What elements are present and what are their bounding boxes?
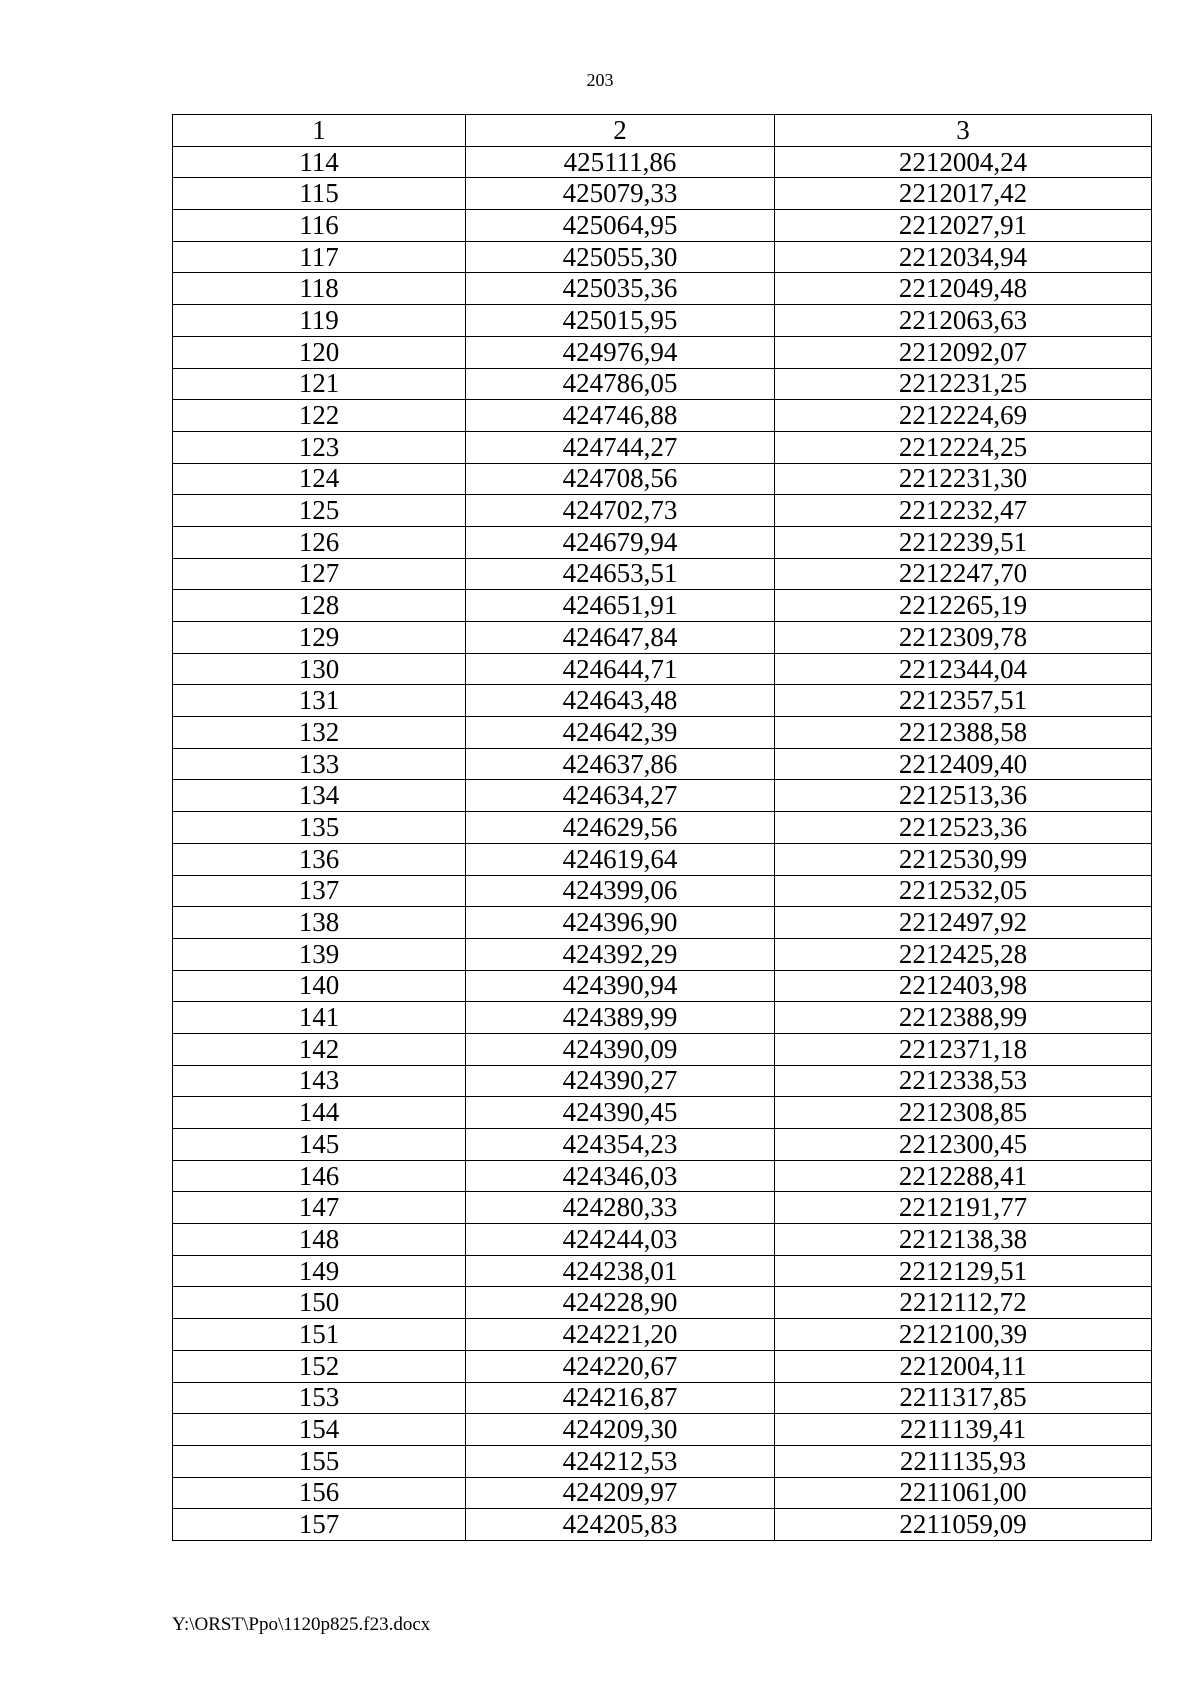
y-coordinate-cell: 2212112,72 bbox=[775, 1287, 1152, 1319]
point-number-cell: 153 bbox=[173, 1382, 466, 1414]
point-number-cell: 120 bbox=[173, 336, 466, 368]
point-number-cell: 122 bbox=[173, 400, 466, 432]
x-coordinate-cell: 424220,67 bbox=[466, 1350, 775, 1382]
table-row bbox=[173, 780, 1152, 812]
y-coordinate-cell: 2212497,92 bbox=[775, 907, 1152, 939]
table-row bbox=[173, 305, 1152, 337]
x-coordinate-cell: 424637,86 bbox=[466, 748, 775, 780]
y-coordinate-cell: 2212371,18 bbox=[775, 1033, 1152, 1065]
y-coordinate-cell: 2212092,07 bbox=[775, 336, 1152, 368]
y-coordinate-cell: 2211135,93 bbox=[775, 1445, 1152, 1477]
point-number-cell: 144 bbox=[173, 1097, 466, 1129]
x-coordinate-cell: 425015,95 bbox=[466, 305, 775, 337]
x-coordinate-cell: 424744,27 bbox=[466, 431, 775, 463]
x-coordinate-cell: 424221,20 bbox=[466, 1319, 775, 1351]
y-coordinate-cell: 2211139,41 bbox=[775, 1414, 1152, 1446]
point-number-cell: 155 bbox=[173, 1445, 466, 1477]
y-coordinate-cell: 2212239,51 bbox=[775, 526, 1152, 558]
x-coordinate-cell: 424354,23 bbox=[466, 1129, 775, 1161]
column-header-2: 2 bbox=[466, 115, 775, 147]
x-coordinate-cell: 424212,53 bbox=[466, 1445, 775, 1477]
x-coordinate-cell: 424644,71 bbox=[466, 653, 775, 685]
point-number-cell: 116 bbox=[173, 210, 466, 242]
y-coordinate-cell: 2212017,42 bbox=[775, 178, 1152, 210]
y-coordinate-cell: 2211317,85 bbox=[775, 1382, 1152, 1414]
table-row bbox=[173, 1224, 1152, 1256]
y-coordinate-cell: 2212357,51 bbox=[775, 685, 1152, 717]
x-coordinate-cell: 424228,90 bbox=[466, 1287, 775, 1319]
x-coordinate-cell: 424390,09 bbox=[466, 1033, 775, 1065]
table-row bbox=[173, 717, 1152, 749]
y-coordinate-cell: 2212232,47 bbox=[775, 495, 1152, 527]
table-row bbox=[173, 210, 1152, 242]
x-coordinate-cell: 424399,06 bbox=[466, 875, 775, 907]
point-number-cell: 128 bbox=[173, 590, 466, 622]
page-number: 203 bbox=[586, 70, 614, 90]
table-row bbox=[173, 938, 1152, 970]
y-coordinate-cell: 2212224,69 bbox=[775, 400, 1152, 432]
table-row bbox=[173, 685, 1152, 717]
x-coordinate-cell: 424634,27 bbox=[466, 780, 775, 812]
x-coordinate-cell: 424746,88 bbox=[466, 400, 775, 432]
x-coordinate-cell: 424653,51 bbox=[466, 558, 775, 590]
point-number-cell: 118 bbox=[173, 273, 466, 305]
x-coordinate-cell: 425035,36 bbox=[466, 273, 775, 305]
y-coordinate-cell: 2212191,77 bbox=[775, 1192, 1152, 1224]
point-number-cell: 143 bbox=[173, 1065, 466, 1097]
y-coordinate-cell: 2212409,40 bbox=[775, 748, 1152, 780]
point-number-cell: 114 bbox=[173, 146, 466, 178]
table-row bbox=[173, 463, 1152, 495]
table-row bbox=[173, 1160, 1152, 1192]
x-coordinate-cell: 425064,95 bbox=[466, 210, 775, 242]
x-coordinate-cell: 424390,45 bbox=[466, 1097, 775, 1129]
y-coordinate-cell: 2212300,45 bbox=[775, 1129, 1152, 1161]
point-number-cell: 136 bbox=[173, 843, 466, 875]
y-coordinate-cell: 2212034,94 bbox=[775, 241, 1152, 273]
y-coordinate-cell: 2212308,85 bbox=[775, 1097, 1152, 1129]
coordinates-table bbox=[172, 114, 1152, 1541]
table-row bbox=[173, 1192, 1152, 1224]
x-coordinate-cell: 424390,94 bbox=[466, 970, 775, 1002]
y-coordinate-cell: 2211061,00 bbox=[775, 1477, 1152, 1509]
y-coordinate-cell: 2212063,63 bbox=[775, 305, 1152, 337]
table-row bbox=[173, 1129, 1152, 1161]
y-coordinate-cell: 2212049,48 bbox=[775, 273, 1152, 305]
x-coordinate-cell: 424396,90 bbox=[466, 907, 775, 939]
table-row bbox=[173, 1509, 1152, 1541]
x-coordinate-cell: 424390,27 bbox=[466, 1065, 775, 1097]
table-row bbox=[173, 1350, 1152, 1382]
point-number-cell: 141 bbox=[173, 1002, 466, 1034]
table-row bbox=[173, 241, 1152, 273]
table-row bbox=[173, 748, 1152, 780]
y-coordinate-cell: 2212309,78 bbox=[775, 622, 1152, 654]
point-number-cell: 140 bbox=[173, 970, 466, 1002]
y-coordinate-cell: 2212100,39 bbox=[775, 1319, 1152, 1351]
y-coordinate-cell: 2212532,05 bbox=[775, 875, 1152, 907]
point-number-cell: 125 bbox=[173, 495, 466, 527]
point-number-cell: 154 bbox=[173, 1414, 466, 1446]
table-row bbox=[173, 590, 1152, 622]
x-coordinate-cell: 424679,94 bbox=[466, 526, 775, 558]
table-row bbox=[173, 1445, 1152, 1477]
y-coordinate-cell: 2212265,19 bbox=[775, 590, 1152, 622]
y-coordinate-cell: 2212513,36 bbox=[775, 780, 1152, 812]
x-coordinate-cell: 424651,91 bbox=[466, 590, 775, 622]
table-row bbox=[173, 336, 1152, 368]
y-coordinate-cell: 2212523,36 bbox=[775, 812, 1152, 844]
point-number-cell: 134 bbox=[173, 780, 466, 812]
y-coordinate-cell: 2212388,58 bbox=[775, 717, 1152, 749]
table-row bbox=[173, 1097, 1152, 1129]
point-number-cell: 157 bbox=[173, 1509, 466, 1541]
column-header-3: 3 bbox=[775, 115, 1152, 147]
x-coordinate-cell: 424647,84 bbox=[466, 622, 775, 654]
point-number-cell: 119 bbox=[173, 305, 466, 337]
x-coordinate-cell: 424642,39 bbox=[466, 717, 775, 749]
point-number-cell: 147 bbox=[173, 1192, 466, 1224]
table-row bbox=[173, 1287, 1152, 1319]
table-row bbox=[173, 875, 1152, 907]
y-coordinate-cell: 2212344,04 bbox=[775, 653, 1152, 685]
point-number-cell: 149 bbox=[173, 1255, 466, 1287]
y-coordinate-cell: 2212338,53 bbox=[775, 1065, 1152, 1097]
y-coordinate-cell: 2212288,41 bbox=[775, 1160, 1152, 1192]
point-number-cell: 126 bbox=[173, 526, 466, 558]
y-coordinate-cell: 2212231,30 bbox=[775, 463, 1152, 495]
footer-file-path: Y:\ORST\Ppo\1120p825.f23.docx bbox=[172, 1614, 431, 1635]
x-coordinate-cell: 424205,83 bbox=[466, 1509, 775, 1541]
point-number-cell: 124 bbox=[173, 463, 466, 495]
x-coordinate-cell: 424643,48 bbox=[466, 685, 775, 717]
x-coordinate-cell: 424216,87 bbox=[466, 1382, 775, 1414]
point-number-cell: 127 bbox=[173, 558, 466, 590]
table-row bbox=[173, 495, 1152, 527]
x-coordinate-cell: 424392,29 bbox=[466, 938, 775, 970]
x-coordinate-cell: 424280,33 bbox=[466, 1192, 775, 1224]
y-coordinate-cell: 2212224,25 bbox=[775, 431, 1152, 463]
point-number-cell: 132 bbox=[173, 717, 466, 749]
y-coordinate-cell: 2212403,98 bbox=[775, 970, 1152, 1002]
table-row bbox=[173, 146, 1152, 178]
point-number-cell: 145 bbox=[173, 1129, 466, 1161]
table-row bbox=[173, 400, 1152, 432]
point-number-cell: 150 bbox=[173, 1287, 466, 1319]
y-coordinate-cell: 2212388,99 bbox=[775, 1002, 1152, 1034]
point-number-cell: 131 bbox=[173, 685, 466, 717]
x-coordinate-cell: 424786,05 bbox=[466, 368, 775, 400]
x-coordinate-cell: 424238,01 bbox=[466, 1255, 775, 1287]
table-row bbox=[173, 970, 1152, 1002]
table-row bbox=[173, 622, 1152, 654]
table-row bbox=[173, 431, 1152, 463]
point-number-cell: 156 bbox=[173, 1477, 466, 1509]
point-number-cell: 123 bbox=[173, 431, 466, 463]
point-number-cell: 151 bbox=[173, 1319, 466, 1351]
table-row bbox=[173, 368, 1152, 400]
point-number-cell: 138 bbox=[173, 907, 466, 939]
coordinates-table-body bbox=[173, 115, 1152, 1541]
x-coordinate-cell: 424346,03 bbox=[466, 1160, 775, 1192]
x-coordinate-cell: 424244,03 bbox=[466, 1224, 775, 1256]
table-row bbox=[173, 1319, 1152, 1351]
point-number-cell: 139 bbox=[173, 938, 466, 970]
point-number-cell: 148 bbox=[173, 1224, 466, 1256]
y-coordinate-cell: 2212004,24 bbox=[775, 146, 1152, 178]
point-number-cell: 146 bbox=[173, 1160, 466, 1192]
table-row bbox=[173, 178, 1152, 210]
column-header-1: 1 bbox=[173, 115, 466, 147]
y-coordinate-cell: 2212425,28 bbox=[775, 938, 1152, 970]
table-row bbox=[173, 1033, 1152, 1065]
table-row bbox=[173, 273, 1152, 305]
point-number-cell: 130 bbox=[173, 653, 466, 685]
x-coordinate-cell: 424629,56 bbox=[466, 812, 775, 844]
x-coordinate-cell: 424209,30 bbox=[466, 1414, 775, 1446]
y-coordinate-cell: 2212138,38 bbox=[775, 1224, 1152, 1256]
table-row bbox=[173, 1065, 1152, 1097]
point-number-cell: 115 bbox=[173, 178, 466, 210]
point-number-cell: 142 bbox=[173, 1033, 466, 1065]
point-number-cell: 129 bbox=[173, 622, 466, 654]
x-coordinate-cell: 424976,94 bbox=[466, 336, 775, 368]
table-row bbox=[173, 907, 1152, 939]
point-number-cell: 135 bbox=[173, 812, 466, 844]
table-row bbox=[173, 843, 1152, 875]
y-coordinate-cell: 2212231,25 bbox=[775, 368, 1152, 400]
x-coordinate-cell: 425079,33 bbox=[466, 178, 775, 210]
y-coordinate-cell: 2212004,11 bbox=[775, 1350, 1152, 1382]
x-coordinate-cell: 424619,64 bbox=[466, 843, 775, 875]
x-coordinate-cell: 424702,73 bbox=[466, 495, 775, 527]
table-header-row bbox=[173, 115, 1152, 147]
x-coordinate-cell: 424708,56 bbox=[466, 463, 775, 495]
point-number-cell: 121 bbox=[173, 368, 466, 400]
y-coordinate-cell: 2212247,70 bbox=[775, 558, 1152, 590]
table-row bbox=[173, 1477, 1152, 1509]
point-number-cell: 137 bbox=[173, 875, 466, 907]
table-row bbox=[173, 653, 1152, 685]
x-coordinate-cell: 424209,97 bbox=[466, 1477, 775, 1509]
x-coordinate-cell: 425111,86 bbox=[466, 146, 775, 178]
y-coordinate-cell: 2211059,09 bbox=[775, 1509, 1152, 1541]
point-number-cell: 117 bbox=[173, 241, 466, 273]
table-row bbox=[173, 558, 1152, 590]
y-coordinate-cell: 2212027,91 bbox=[775, 210, 1152, 242]
table-row bbox=[173, 526, 1152, 558]
table-row bbox=[173, 1255, 1152, 1287]
table-row bbox=[173, 812, 1152, 844]
table-row bbox=[173, 1414, 1152, 1446]
y-coordinate-cell: 2212530,99 bbox=[775, 843, 1152, 875]
y-coordinate-cell: 2212129,51 bbox=[775, 1255, 1152, 1287]
point-number-cell: 152 bbox=[173, 1350, 466, 1382]
x-coordinate-cell: 424389,99 bbox=[466, 1002, 775, 1034]
table-row bbox=[173, 1002, 1152, 1034]
point-number-cell: 133 bbox=[173, 748, 466, 780]
table-row bbox=[173, 1382, 1152, 1414]
x-coordinate-cell: 425055,30 bbox=[466, 241, 775, 273]
